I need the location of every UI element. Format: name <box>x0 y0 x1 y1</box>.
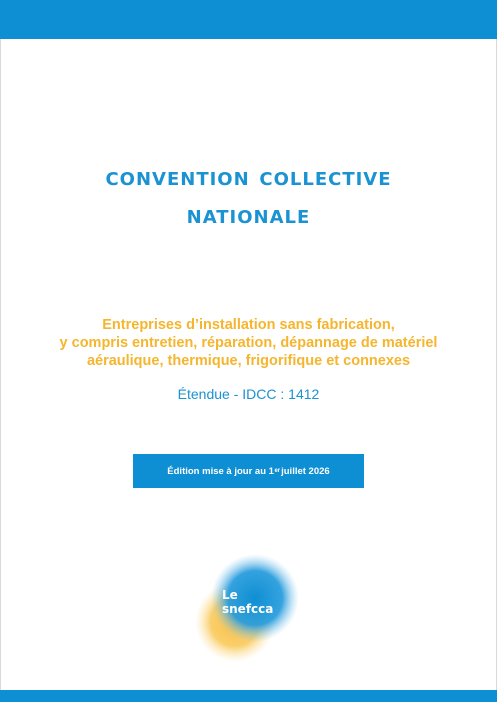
bottom-color-band <box>0 690 497 702</box>
edition-badge <box>133 454 364 488</box>
document-title-line2: nationale <box>186 200 311 229</box>
snefcca-logo <box>193 552 305 664</box>
document-title <box>0 158 497 234</box>
subtitle-line3: aéraulique, thermique, frigorifique et connexes <box>86 353 411 369</box>
top-color-band <box>0 0 497 39</box>
document-title-line1: convention collective <box>105 162 392 191</box>
idcc-reference: Étendue - IDCC : 1412 <box>177 386 320 402</box>
logo-text-line1: Le <box>222 588 238 602</box>
edition-text-prefix: Édition mise à jour au 1 <box>167 465 274 477</box>
subtitle-line2: y compris entretien, réparation, dépannage de matériel <box>59 335 438 351</box>
subtitle-line1: Entreprises d’installation sans fabrication, <box>102 317 395 333</box>
edition-ordinal-superscript: er <box>274 468 281 474</box>
document-subtitle <box>20 316 477 370</box>
logo-text-line2: snefcca <box>222 602 274 616</box>
edition-text-suffix: juillet 2026 <box>281 465 330 477</box>
